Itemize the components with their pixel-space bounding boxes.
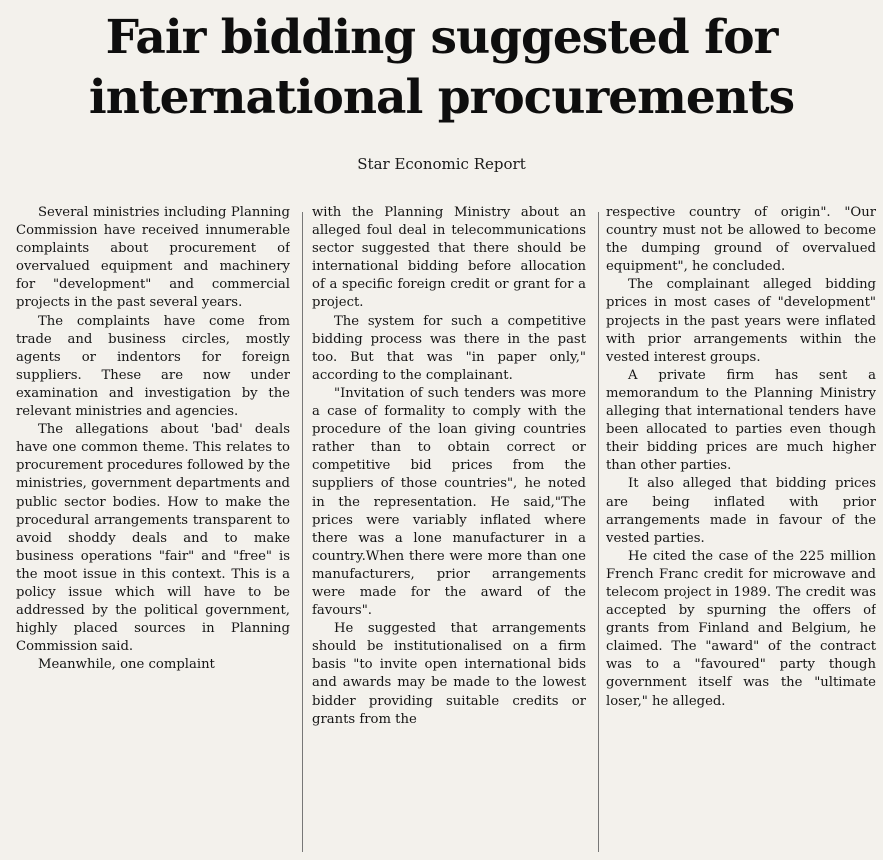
article-column-3: [606, 204, 876, 860]
paragraph: Several ministries including Planning Commission have received innumerable complaints about procurement of overvalued equipment and machinery for "development" and commercial projects in the past several years.: [16, 205, 290, 311]
article-body: [16, 204, 878, 860]
paragraph: respective country of origin". "Our country must not be allowed to become the dumping ground of overvalued equipment", he concluded.: [606, 205, 876, 275]
paragraph: He cited the case of the 225 million French Franc credit for microwave and telecom project in 1989. The credit was accepted by spurning the offers of grants from Finland and Belgium, he claimed. The "award" of the contract was to a "favoured" party though government itself was the "ultimate loser," he alleged.: [606, 548, 876, 709]
paragraph: with the Planning Ministry about an alleged foul deal in telecommunications sector suggested that there should be international bidding before allocation of a specific foreign credit or grant for a project.: [312, 205, 586, 311]
paragraph: Meanwhile, one complaint: [38, 657, 215, 673]
headline: Fair bidding suggested for international procurements: [88, 10, 795, 125]
paragraph: The allegations about 'bad' deals have one common theme. This relates to procurement procedures followed by the ministries, government departments and public sector bodies. How to make the procedural arrangements transparent to avoid shoddy deals and to make business operations "fair" and "free" is the moot issue in this context. This is a policy issue which will have to be addressed by the political government, highly placed sources in Planning Commission said.: [16, 422, 290, 655]
byline: Star Economic Report: [357, 155, 526, 173]
paragraph: The system for such a competitive bidding process was there in the past too. But that was "in paper only," according to the complainant.: [312, 313, 586, 383]
paragraph: A private firm has sent a memorandum to the Planning Ministry alleging that international tenders have been allocated to parties even though their bidding prices are much higher than other parties.: [606, 367, 876, 474]
paragraph: He suggested that arrangements should be institutionalised on a firm basis "to invite open international bids and awards may be made to the lowest bidder providing suitable credits or grants from the: [312, 621, 586, 727]
article-column-2: [312, 204, 586, 860]
article-column-1: [16, 204, 290, 860]
paragraph: The complainant alleged bidding prices in most cases of "development" projects in the past years were inflated with prior arrangements within the vested interest groups.: [606, 277, 876, 365]
paragraph: "Invitation of such tenders was more a case of formality to comply with the procedure of the loan giving countries rather than to obtain correct or competitive bid prices from the suppliers of those countries", he noted in the representation. He said,"The prices were variably inflated where there was a lone manufacturer in a country.When there were more than one manufacturers, prior arrangements were made for the award of the favours".: [312, 385, 586, 619]
paragraph: The complaints have come from trade and business circles, mostly agents or indentors for foreign suppliers. These are now under examination and investigation by the relevant ministries and agencies.: [16, 313, 290, 420]
paragraph: It also alleged that bidding prices are being inflated with prior arrangements made in favour of the vested parties.: [606, 476, 876, 546]
